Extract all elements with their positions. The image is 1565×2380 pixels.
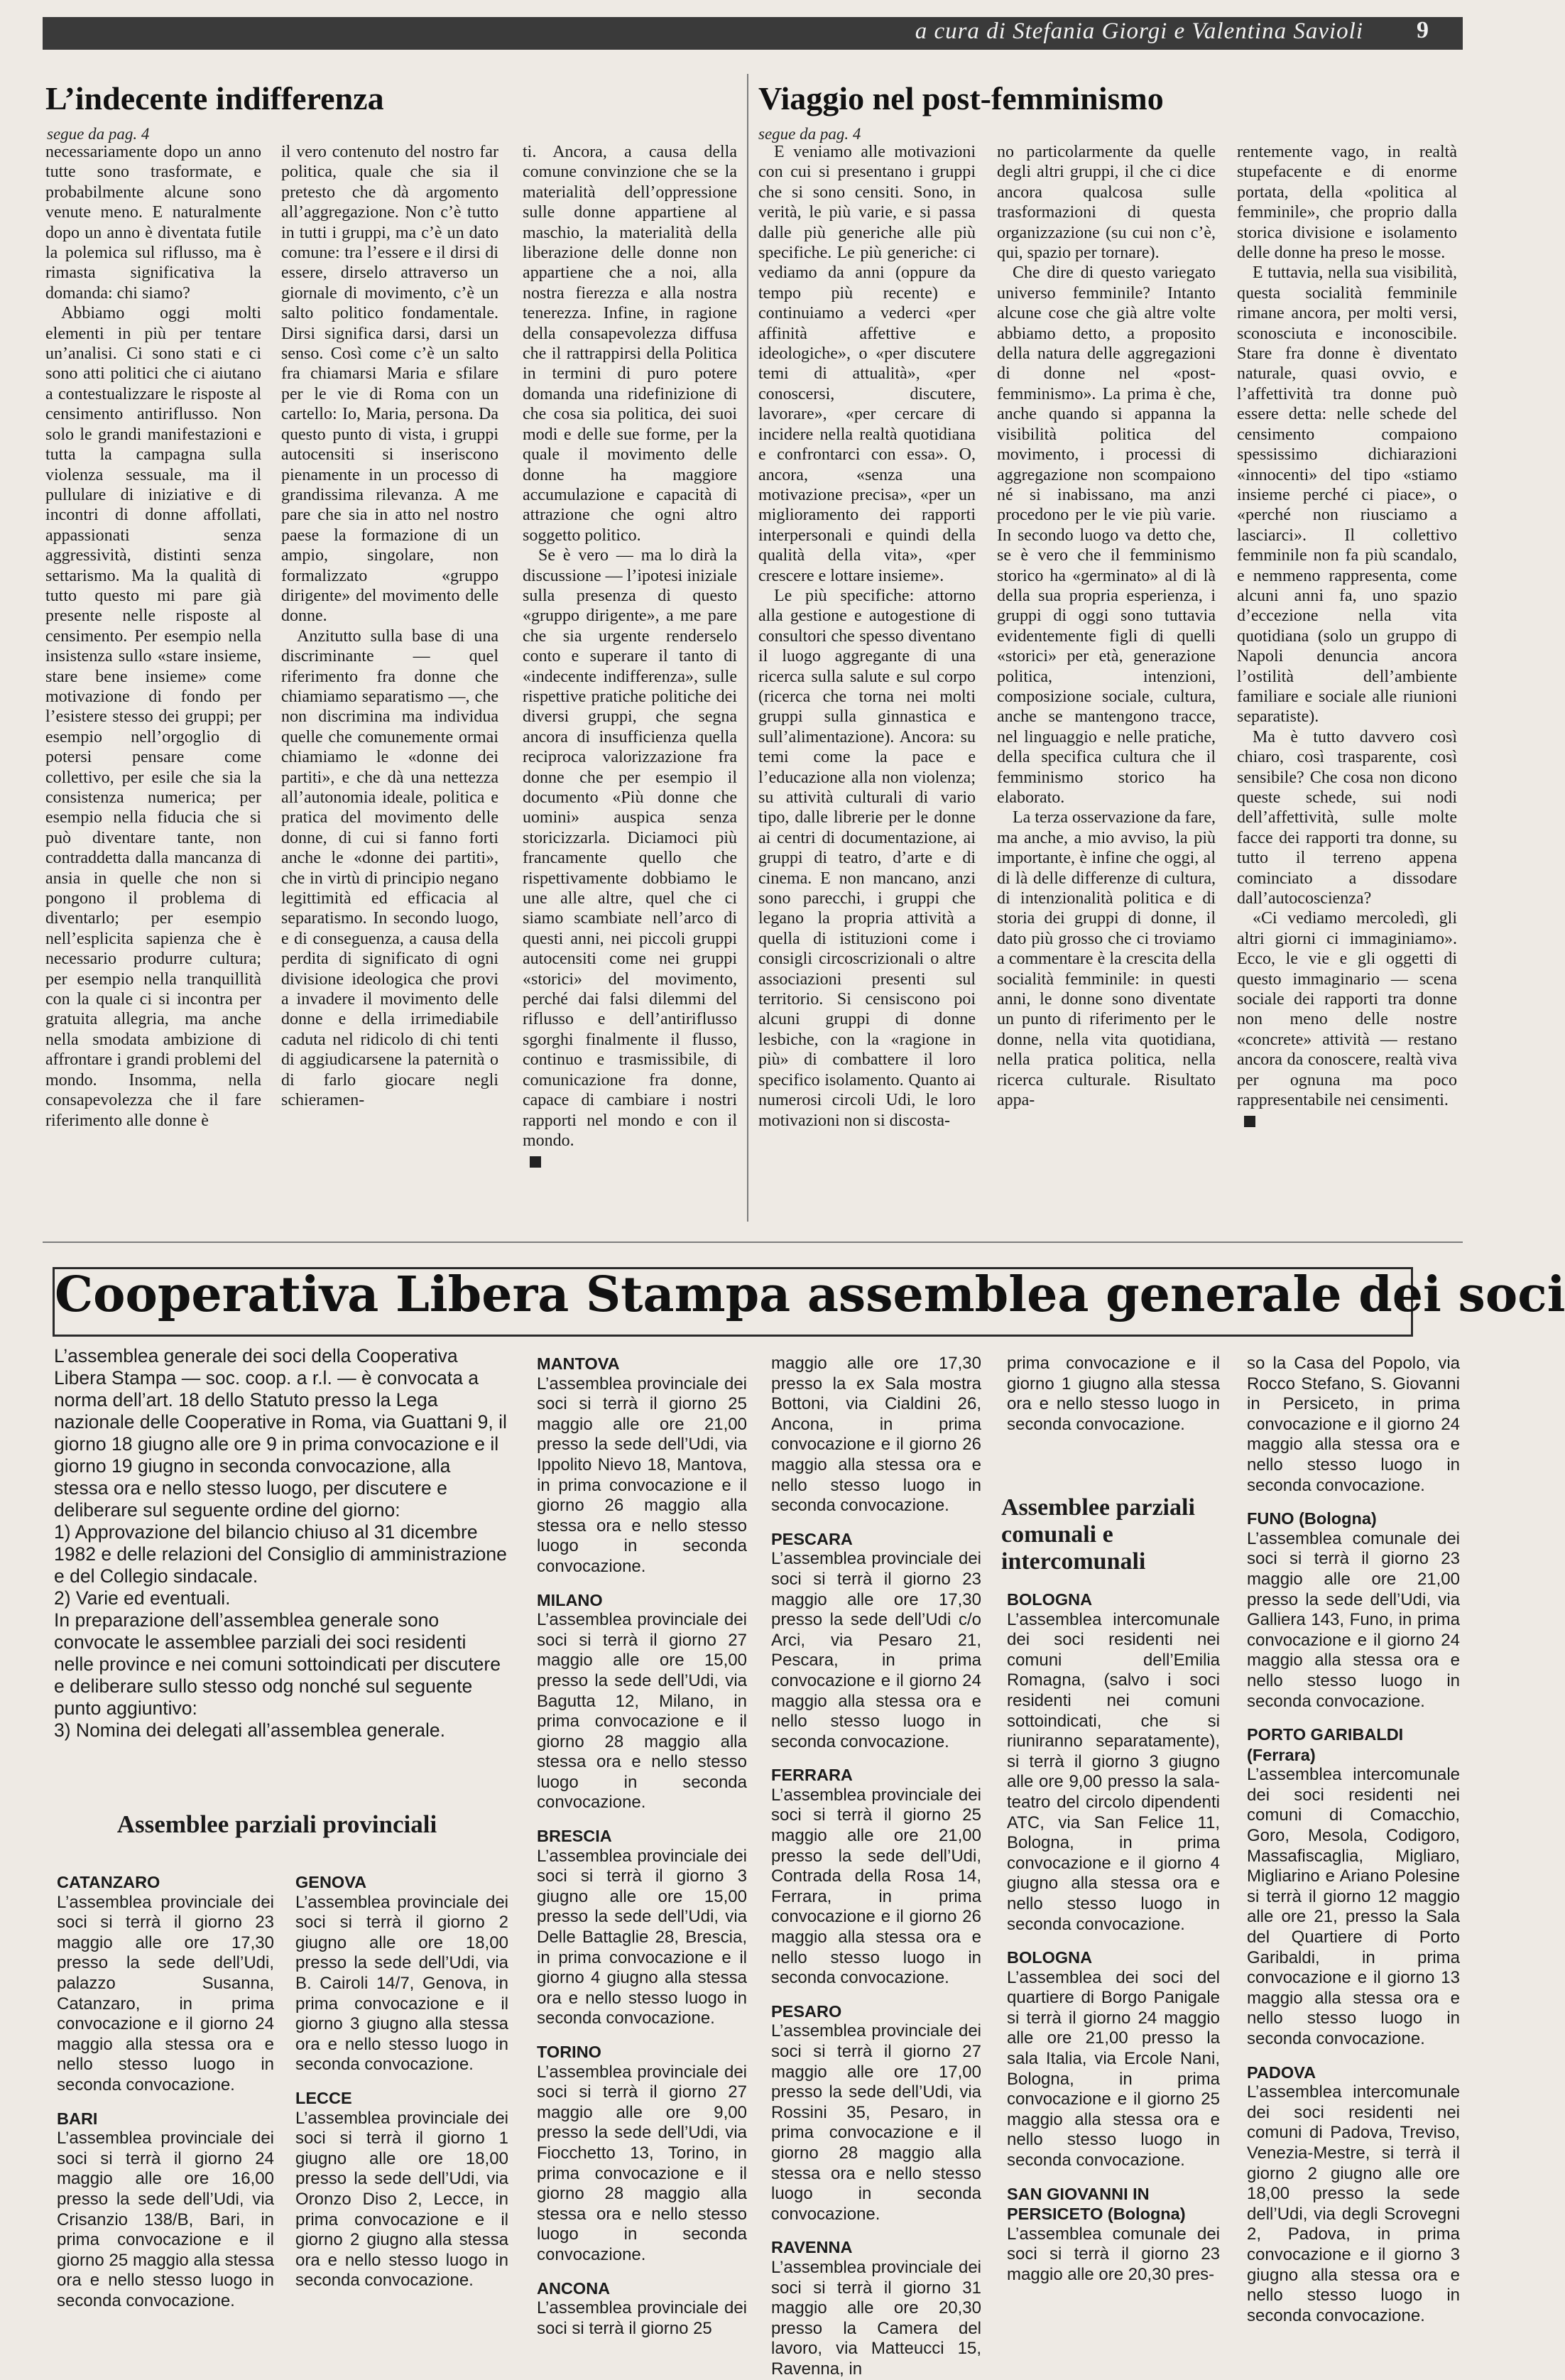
paragraph: ti. Ancora, a causa della comune convinzione che se la materialità dell’oppressione sulle donne appartiene al maschio, la materialità della liberazione delle donne non appartiene che a noi, alla nostra fierezza e alla nostra tenerezza. Infine, in ragione della consapevolezza diffusa che il rattrappirsi della Politica in termini di puro potere domanda una ridefinizione di che cosa sia politica, dei suoi modi e delle sue forme, per la quale il movimento delle donne ha maggiore accumulazione e capacità di attrazione che ogni altro soggetto politico.: [523, 143, 737, 545]
cooperative-banner: [53, 1266, 1565, 1337]
assembly-notice: prima convocazione e il giorno 1 giugno alla stessa ora e nello stesso luogo in seconda convocazione.: [1007, 1354, 1220, 1434]
provincial-column-4: [771, 1354, 981, 2379]
paragraph: il vero contenuto del nostro far politica, quale che sia il pretesto che dà argomento all’aggregazione. Non c’è tutto in tutti i gruppi, ma c’è un dato comune: tra l’essere e il dirsi di essere, dirselo attraverso un giornale di movimento, c’è un salto politico fondamentale. Dirsi significa darsi, darsi un senso. Così come c’è un salto fra chiamarsi Maria e sfilare per le vie di Roma con un cartello: Io, Maria, persona. Da questo punto di vista, i gruppi autocensiti si inseriscono pienamente in un processo di grandissima rilevanza. A me pare che sia in atto nel nostro paese la formazione di un ampio, singolare, non formalizzato «gruppo dirigente» del movimento delle donne.: [281, 143, 498, 626]
city-heading: GENOVA: [295, 1873, 367, 1891]
city-heading: CATANZARO: [57, 1873, 160, 1891]
paragraph: necessariamente dopo un anno tutte sono trasformate, e probabilmente alcune sono venute meno. E naturalmente dopo un anno è diventata futile la polemica sul riflusso, ma è rimasta significativa la domanda: chi siamo?: [45, 143, 261, 303]
assembly-notice: so la Casa del Popolo, via Rocco Stefano, S. Giovanni in Persiceto, in prima convocazione e il giorno 24 maggio alla stessa ora e nello stesso luogo in seconda convocazione.: [1247, 1354, 1460, 1495]
assembly-notice: L’assemblea dei soci del quartiere di Borgo Panigale si terrà il giorno 24 maggio alle ore 21,00 presso la sala Italia, via Ercole Nani, Bologna, in prima convocazione e il giorno 25 maggio alla stessa ora e nello stesso luogo in seconda convocazione.: [1007, 1967, 1220, 2170]
assembly-notice: L’assemblea comunale dei soci si terrà il giorno 23 maggio alle ore 20,30 pres-: [1007, 2224, 1220, 2284]
intro-paragraph: In preparazione dell’assemblea generale sono convocate le assemblee parziali dei soci residenti nelle province e nei comuni sottoindicati per discutere e deliberare sullo stesso odg nonché sul seguente punto aggiuntivo:: [54, 1609, 501, 1719]
city-heading: FERRARA: [771, 1766, 853, 1785]
assembly-notice: L’assemblea provinciale dei soci si terrà il giorno 1 giugno alle ore 18,00 presso la sede dell’Udi, via Oronzo Diso 2, Lecce, in prima convocazione e il giorno 2 giugno alla stessa ora e nello stesso luogo in seconda convocazione.: [295, 2108, 508, 2291]
banner-title: Cooperativa Libera Stampa assemblea generale dei soci: [55, 1266, 1565, 1323]
article-right-segue: segue da pag. 4: [758, 125, 861, 143]
article-right-column-2: [997, 142, 1216, 1222]
provincial-continuation: [1007, 1354, 1220, 1439]
section-heading-comunali: Assemblee parziali comunali e intercomunali: [1001, 1494, 1195, 1575]
paragraph: Se è vero — ma lo dirà la discussione — l’ipotesi iniziale sulla presenza di questo «gruppo dirigente», a me pare che sia urgente renderselo conto e superare il tanto di «indecente indifferenza», sulle rispettive pratiche politiche dei diversi gruppi, che segna ancora di insufficienza quella reciproca valorizzazione fra donne che per esempio il documento «Più donne che uomini» auspica senza storicizzarla. Diciamoci più francamente quello che rispettivamente dobbiamo le une alle altre, quel che ci siamo scambiate nell’arco di questi anni, nei piccoli gruppi autocensiti come nei gruppi «storici» del movimento, perché dai falsi dilemmi del riflusso e dell’antiriflusso sgorghi finalmente il flusso, continuo e trasmissibile, di comunicazione fra donne, capace di cambiare i nostri rapporti nel mondo e con il mondo.: [523, 546, 737, 1150]
assembly-notice: L’assemblea provinciale dei soci si terrà il giorno 23 maggio alle ore 17,30 presso la sede dell’Udi c/o Arci, via Pesaro 21, Pescara, in prima convocazione e il giorno 24 maggio alla stessa ora e nello stesso luogo in seconda convocazione.: [771, 1549, 981, 1751]
assembly-notice: L’assemblea provinciale dei soci si terrà il giorno 31 maggio alle ore 20,30 presso la Camera del lavoro, via Matteucci 15, Ravenna, in: [771, 2257, 981, 2379]
city-heading: PADOVA: [1247, 2063, 1316, 2082]
city-heading: FUNO (Bologna): [1247, 1509, 1377, 1528]
column-divider: [747, 74, 748, 1222]
intro-paragraph: L’assemblea generale dei soci della Cooperativa Libera Stampa — soc. coop. a r.l. — è convocata a norma dell’art. 18 dello Statuto presso la Lega nazionale delle Cooperative in Roma, via Guattani 9, il giorno 18 giugno alle ore 9 in prima convocazione e il giorno 19 giugno in seconda convocazione, alla stessa ora e nello stesso luogo, per discutere e deliberare sul seguente ordine del giorno:: [54, 1345, 507, 1521]
paragraph: Che dire di questo variegato universo femminile? Intanto alcune cose che già altre volte abbiamo detto, a proposito della natura delle aggregazioni di donne nel «post-femminismo». La prima è che, anche quando si appanna la visibilità politica del movimento, i processi di aggregazione non scompaiono né si inabissano, ma anzi procedono per le vie più varie. In secondo luogo va detto che, se è vero che il femminismo storico ha «germinato» al di là della sua propria esperienza, i gruppi di oggi sono tuttavia evidentemente figli di quelli «storici» per età, generazione politica, intenzioni, composizione sociale, cultura, anche se mantengono tracce, nel linguaggio e nelle pratiche, della specifica cultura che il femminismo storico ha elaborato.: [997, 263, 1216, 807]
paragraph: Anzitutto sulla base di una discriminante — quel riferimento fra donne che chiamiamo separatismo —, che non discrimina ma individua quelle che comunemente ormai chiamiamo le «donne dei partiti», e che dà una nettezza all’autonomia ideale, politica e pratica del movimento delle donne, di cui si fanno forti anche le «donne dei partiti», che in virtù di principio negano legittimità ed efficacia al separatismo. In secondo luogo, e di conseguenza, a causa della perdita di significato di ogni divisione ideologica che provi a invadere il movimento delle donne e della irrimediabile caduta nel ridicolo di chi tenti di aggiudicarsene la paternità o di farlo giocare negli schieramen-: [281, 626, 498, 1110]
city-heading: BARI: [57, 2109, 98, 2128]
assembly-notice: L’assemblea provinciale dei soci si terrà il giorno 3 giugno alle ore 15,00 presso la sede dell’Udi, via Delle Battaglie 28, Brescia, in prima convocazione e il giorno 4 giugno alla stessa ora e nello stesso luogo in seconda convocazione.: [537, 1846, 747, 2028]
city-heading: PESCARA: [771, 1529, 853, 1548]
provincial-column-1: [57, 1872, 274, 2313]
assembly-notice: L’assemblea provinciale dei soci si terrà il giorno 24 maggio alle ore 16,00 presso la sede dell’Udi, via Crisanzio 138/B, Bari, in prima convocazione e il giorno 25 maggio alla stessa ora e nello stesso luogo in seconda convocazione.: [57, 2129, 274, 2310]
paragraph: La terza osservazione da fare, ma anche, a mio avviso, la più importante, è infine che oggi, al di là delle differenze di cultura, di intenzionalità politica e di storia dei gruppi di donne, il dato più grosso che ci troviamo a commentare è la crescita della socialità femminile: in questi anni, le donne sono diventate un punto di riferimento per le donne, nella vita quotidiana, nella pratica politica, nella ricerca culturale. Risultato appa-: [997, 808, 1216, 1110]
agenda-item: 2) Varie ed eventuali.: [54, 1587, 231, 1609]
agenda-item: 1) Approvazione del bilancio chiuso al 31 dicembre 1982 e delle relazioni del Consiglio di amministrazione e del Collegio sindacale.: [54, 1521, 507, 1587]
paragraph: no particolarmente da quelle degli altri gruppi, il che ci dice ancora qualcosa sulle trasformazioni di questa organizzazione (su cui non c’è, qui, spazio per tornare).: [997, 143, 1216, 263]
header-credit: a cura di Stefania Giorgi e Valentina Savioli: [915, 18, 1363, 44]
assembly-notice: L’assemblea provinciale dei soci si terrà il giorno 25: [537, 2298, 747, 2338]
article-right-title: Viaggio nel post-femminismo: [758, 80, 1164, 116]
city-heading: BRESCIA: [537, 1827, 612, 1846]
provincial-column-2: [295, 1872, 508, 2313]
article-left-column-2: [281, 142, 498, 1222]
header-bar: [43, 17, 1463, 50]
end-of-article-mark: [1244, 1116, 1255, 1127]
paragraph: rentemente vago, in realtà stupefacente e di enorme portata, della «politica al femminile», che proprio dalla storica divisione e isolamento delle donne ha preso le mosse.: [1237, 143, 1457, 263]
paragraph: «Ci vediamo mercoledì, gli altri giorni ci immaginiamo». Ecco, le vie e gli oggetti di questo immaginario — scena sociale dei rapporti tra donne non meno delle nostre «concrete» attività — restano ancora da conoscere, realtà viva per ognuna ma poco rappresentabile nei censimenti.: [1237, 909, 1457, 1110]
assembly-notice: L’assemblea provinciale dei soci si terrà il giorno 2 giugno alle ore 18,00 presso la sede dell’Udi, via B. Cairoli 14/7, Genova, in prima convocazione e il giorno 3 giugno alla stessa ora e nello stesso luogo in seconda convocazione.: [295, 1892, 508, 2075]
city-heading: ANCONA: [537, 2278, 611, 2298]
city-heading: SAN GIOVANNI IN PERSICETO (Bologna): [1007, 2184, 1186, 2224]
communal-column-1: [1007, 1590, 1220, 2314]
page-number: 9: [1417, 17, 1429, 43]
assembly-notice: L’assemblea intercomunale dei soci residenti nei comuni di Padova, Treviso, Venezia-Mestre, si terrà il giorno 2 giugno alle ore 18,00 presso la sede dell’Udi, via degli Scrovegni 2, Padova, in prima convocazione e il giorno 3 giugno alla stessa ora e nello stesso luogo in seconda convocazione.: [1247, 2082, 1460, 2325]
city-heading: MILANO: [537, 1590, 603, 1609]
assembly-notice: L’assemblea provinciale dei soci si terrà il giorno 27 maggio alle ore 17,00 presso la sede dell’Udi, via Rossini 35, Pesaro, in prima convocazione e il giorno 28 maggio alla stessa ora e nello stesso luogo in seconda convocazione.: [771, 2021, 981, 2224]
assembly-notice: L’assemblea provinciale dei soci si terrà il giorno 25 maggio alle ore 21,00 presso la sede dell’Udi, Contrada della Rosa 14, Ferrara, in prima convocazione e il giorno 26 maggio alla stessa ora e nello stesso luogo in seconda convocazione.: [771, 1785, 981, 1988]
paragraph: Ma è tutto davvero così chiaro, così trasparente, così sensibile? Che cosa non dicono queste schede, sui nodi dell’affettività, sulle molte facce dei rapporti tra donne, su tutto il terreno appena cominciato a dissodare dall’autocoscienza?: [1237, 727, 1457, 908]
city-heading: MANTOVA: [537, 1354, 620, 1373]
section-heading-provinciali: Assemblee parziali provinciali: [116, 1810, 437, 1838]
article-right-column-1: [758, 142, 976, 1222]
paragraph: Abbiamo oggi molti elementi in più per tentare un’analisi. Ci sono stati e ci sono atti politici che ci aiutano a contestualizzare le risposte al censimento antiriflusso. Non solo le grandi manifestazioni e tutta la campagna sulla violenza sessuale, ma il pullulare di iniziative e di incontri di donne affollati, appassionati senza aggressività, distinti senza settarismo. Ma la qualità di tutto questo mi pare già presente nelle risposte al censimento. Per esempio nella insistenza sullo «stare insieme, stare bene insieme» come motivazione di fondo per l’esistere stesso dei gruppi; per esempio nell’orgoglio di potersi pensare come collettivo, per esile che sia la consistenza numerica; per esempio nella fiducia che si può diventare tante, non contraddetta dalla mancanza di ansia in quelle che non si pongono il problema di diventarlo; per esempio nell’esplicita sapienza che è necessario produrre cultura; per esempio nella tranquillità con la quale ci si incontra per gratuita allegria, ma anche nella smodata ambizione di affrontare i grandi problemi del mondo. Insomma, nella consapevolezza che il fare riferimento alle donne è: [45, 304, 261, 1130]
article-left-segue: segue da pag. 4: [47, 125, 150, 143]
section-divider: [43, 1241, 1463, 1243]
article-right-column-3: [1237, 142, 1457, 1222]
assembly-notice: L’assemblea comunale dei soci si terrà il giorno 23 maggio alle ore 21,00 presso la sede dell’Udi, via Galliera 143, Funo, in prima convocazione e il giorno 24 maggio alla stessa ora e nello stesso luogo in seconda convocazione.: [1247, 1528, 1460, 1711]
city-heading: PESARO: [771, 2001, 842, 2021]
city-heading: LECCE: [295, 2088, 352, 2107]
article-left-column-3: [523, 142, 737, 1222]
agenda-item: 3) Nomina dei delegati all’assemblea generale.: [54, 1719, 445, 1741]
assembly-notice: L’assemblea provinciale dei soci si terrà il giorno 27 maggio alle ore 15,00 presso la sede dell’Udi, via Bagutta 12, Milano, in prima convocazione e il giorno 28 maggio alla stessa ora e nello stesso luogo in seconda convocazione.: [537, 1610, 747, 1813]
city-heading: RAVENNA: [771, 2238, 853, 2257]
provincial-column-3: [537, 1354, 747, 2338]
article-left-column-1: [45, 142, 261, 1222]
city-heading: TORINO: [537, 2043, 601, 2061]
city-heading: BOLOGNA: [1007, 1590, 1093, 1609]
assembly-notice: L’assemblea provinciale dei soci si terrà il giorno 25 maggio alle ore 21,00 presso la sede dell’Udi, via Ippolito Nievo 18, Mantova, in prima convocazione e il giorno 26 maggio alla stessa ora e nello stesso luogo in seconda convocazione.: [537, 1374, 747, 1576]
city-heading: PORTO GARIBALDI (Ferrara): [1247, 1725, 1404, 1764]
assembly-announcement: [54, 1345, 508, 1741]
article-left-title: L’indecente indifferenza: [45, 80, 384, 116]
city-heading: BOLOGNA: [1007, 1948, 1093, 1967]
communal-column-2: [1247, 1354, 1460, 2325]
assembly-notice: maggio alle ore 17,30 presso la ex Sala mostra Bottoni, via Cialdini 26, Ancona, in prima convocazione e il giorno 26 maggio alla stessa ora e nello stesso luogo in seconda convocazione.: [771, 1354, 981, 1516]
paragraph: Le più specifiche: attorno alla gestione e autogestione di consultori che spesso diventano il luogo aggregante di una ricerca sulla salute e sul corpo (ricerca che torna nei molti gruppi sulla ginnastica e sull’alimentazione). Ancora: su temi come la pace e l’educazione alla non violenza; su attività culturali di vario tipo, dalle librerie per le donne ai centri di documentazione, ai gruppi di teatro, d’arte e di cinema. E non mancano, anzi sono parecchi, i gruppi che legano la propria attività a quella di istituzioni come i consigli circoscrizionali o altre associazioni presenti sul territorio. Si censiscono poi alcuni gruppi di donne lesbiche, con la «ragione in più» di combattere il loro specifico isolamento. Quanto ai numerosi circoli Udi, le loro motivazioni non si discosta-: [758, 586, 976, 1130]
assembly-notice: L’assemblea provinciale dei soci si terrà il giorno 27 maggio alle ore 9,00 presso la sede dell’Udi, via Fiocchetto 13, Torino, in prima convocazione e il giorno 28 maggio alla stessa ora e nello stesso luogo in seconda convocazione.: [537, 2062, 747, 2264]
assembly-notice: L’assemblea intercomunale dei soci residenti nei comuni dell’Emilia Romagna, (salvo i soci residenti nei comuni sottoindicati, che si riuniranno separatamente), si terrà il giorno 3 giugno alle ore 9,00 presso la sala-teatro del circolo dipendenti ATC, via San Felice 11, Bologna, in prima convocazione e il giorno 4 giugno alla stessa ora e nello stesso luogo in seconda convocazione.: [1007, 1609, 1220, 1934]
paragraph: E tuttavia, nella sua visibilità, questa socialità femminile rimane ancora, per molti versi, sconosciuta e inconoscibile. Stare fra donne è diventato naturale, quasi ovvio, e l’affettività tra donne può essere detta: nelle schede del censimento compaiono spessissimo dichiarazioni «innocenti» del tipo «stiamo insieme perché ci piace», o «perché non riusciamo a lasciarci». Il collettivo femminile non fa più scandalo, e nemmeno rappresenta, come alcuni anni fa, uno spazio d’eccezione nella vita quotidiana (solo un gruppo di Napoli denuncia ancora l’ostilità dell’ambiente familiare e sociale alle riunioni separatiste).: [1237, 263, 1457, 727]
assembly-notice: L’assemblea provinciale dei soci si terrà il giorno 23 maggio alle ore 17,30 presso la sede dell’Udi, palazzo Susanna, Catanzaro, in prima convocazione e il giorno 24 maggio alla stessa ora e nello stesso luogo in seconda convocazione.: [57, 1892, 274, 2094]
paragraph: E veniamo alle motivazioni con cui si presentano i gruppi che si sono censiti. Sono, in verità, le più varie, e si passa dalle più generiche alle più specifiche. Le più generiche: ci vediamo da anni (oppure da tempo più recente) e continuiamo a vederci «per affinità affettive e ideologiche», o «per discutere temi di attualità», «per conoscersi, discutere, lavorare», «per cercare di incidere nella realtà quotidiana e confrontarci con essa». O, ancora, «senza una motivazione precisa», «per un miglioramento dei rapporti interpersonali e quindi della qualità della vita», «per crescere e lottare insieme».: [758, 143, 976, 585]
assembly-notice: L’assemblea intercomunale dei soci residenti nei comuni di Comacchio, Goro, Mesola, Codigoro, Massafiscaglia, Migliaro, Migliarino e Ariano Polesine si terrà il giorno 12 maggio alle ore 21, presso la Sala del Quartiere di Porto Garibaldi, in prima convocazione e il giorno 13 maggio alla stessa ora e nello stesso luogo in seconda convocazione.: [1247, 1765, 1460, 2048]
end-of-article-mark: [530, 1156, 541, 1168]
